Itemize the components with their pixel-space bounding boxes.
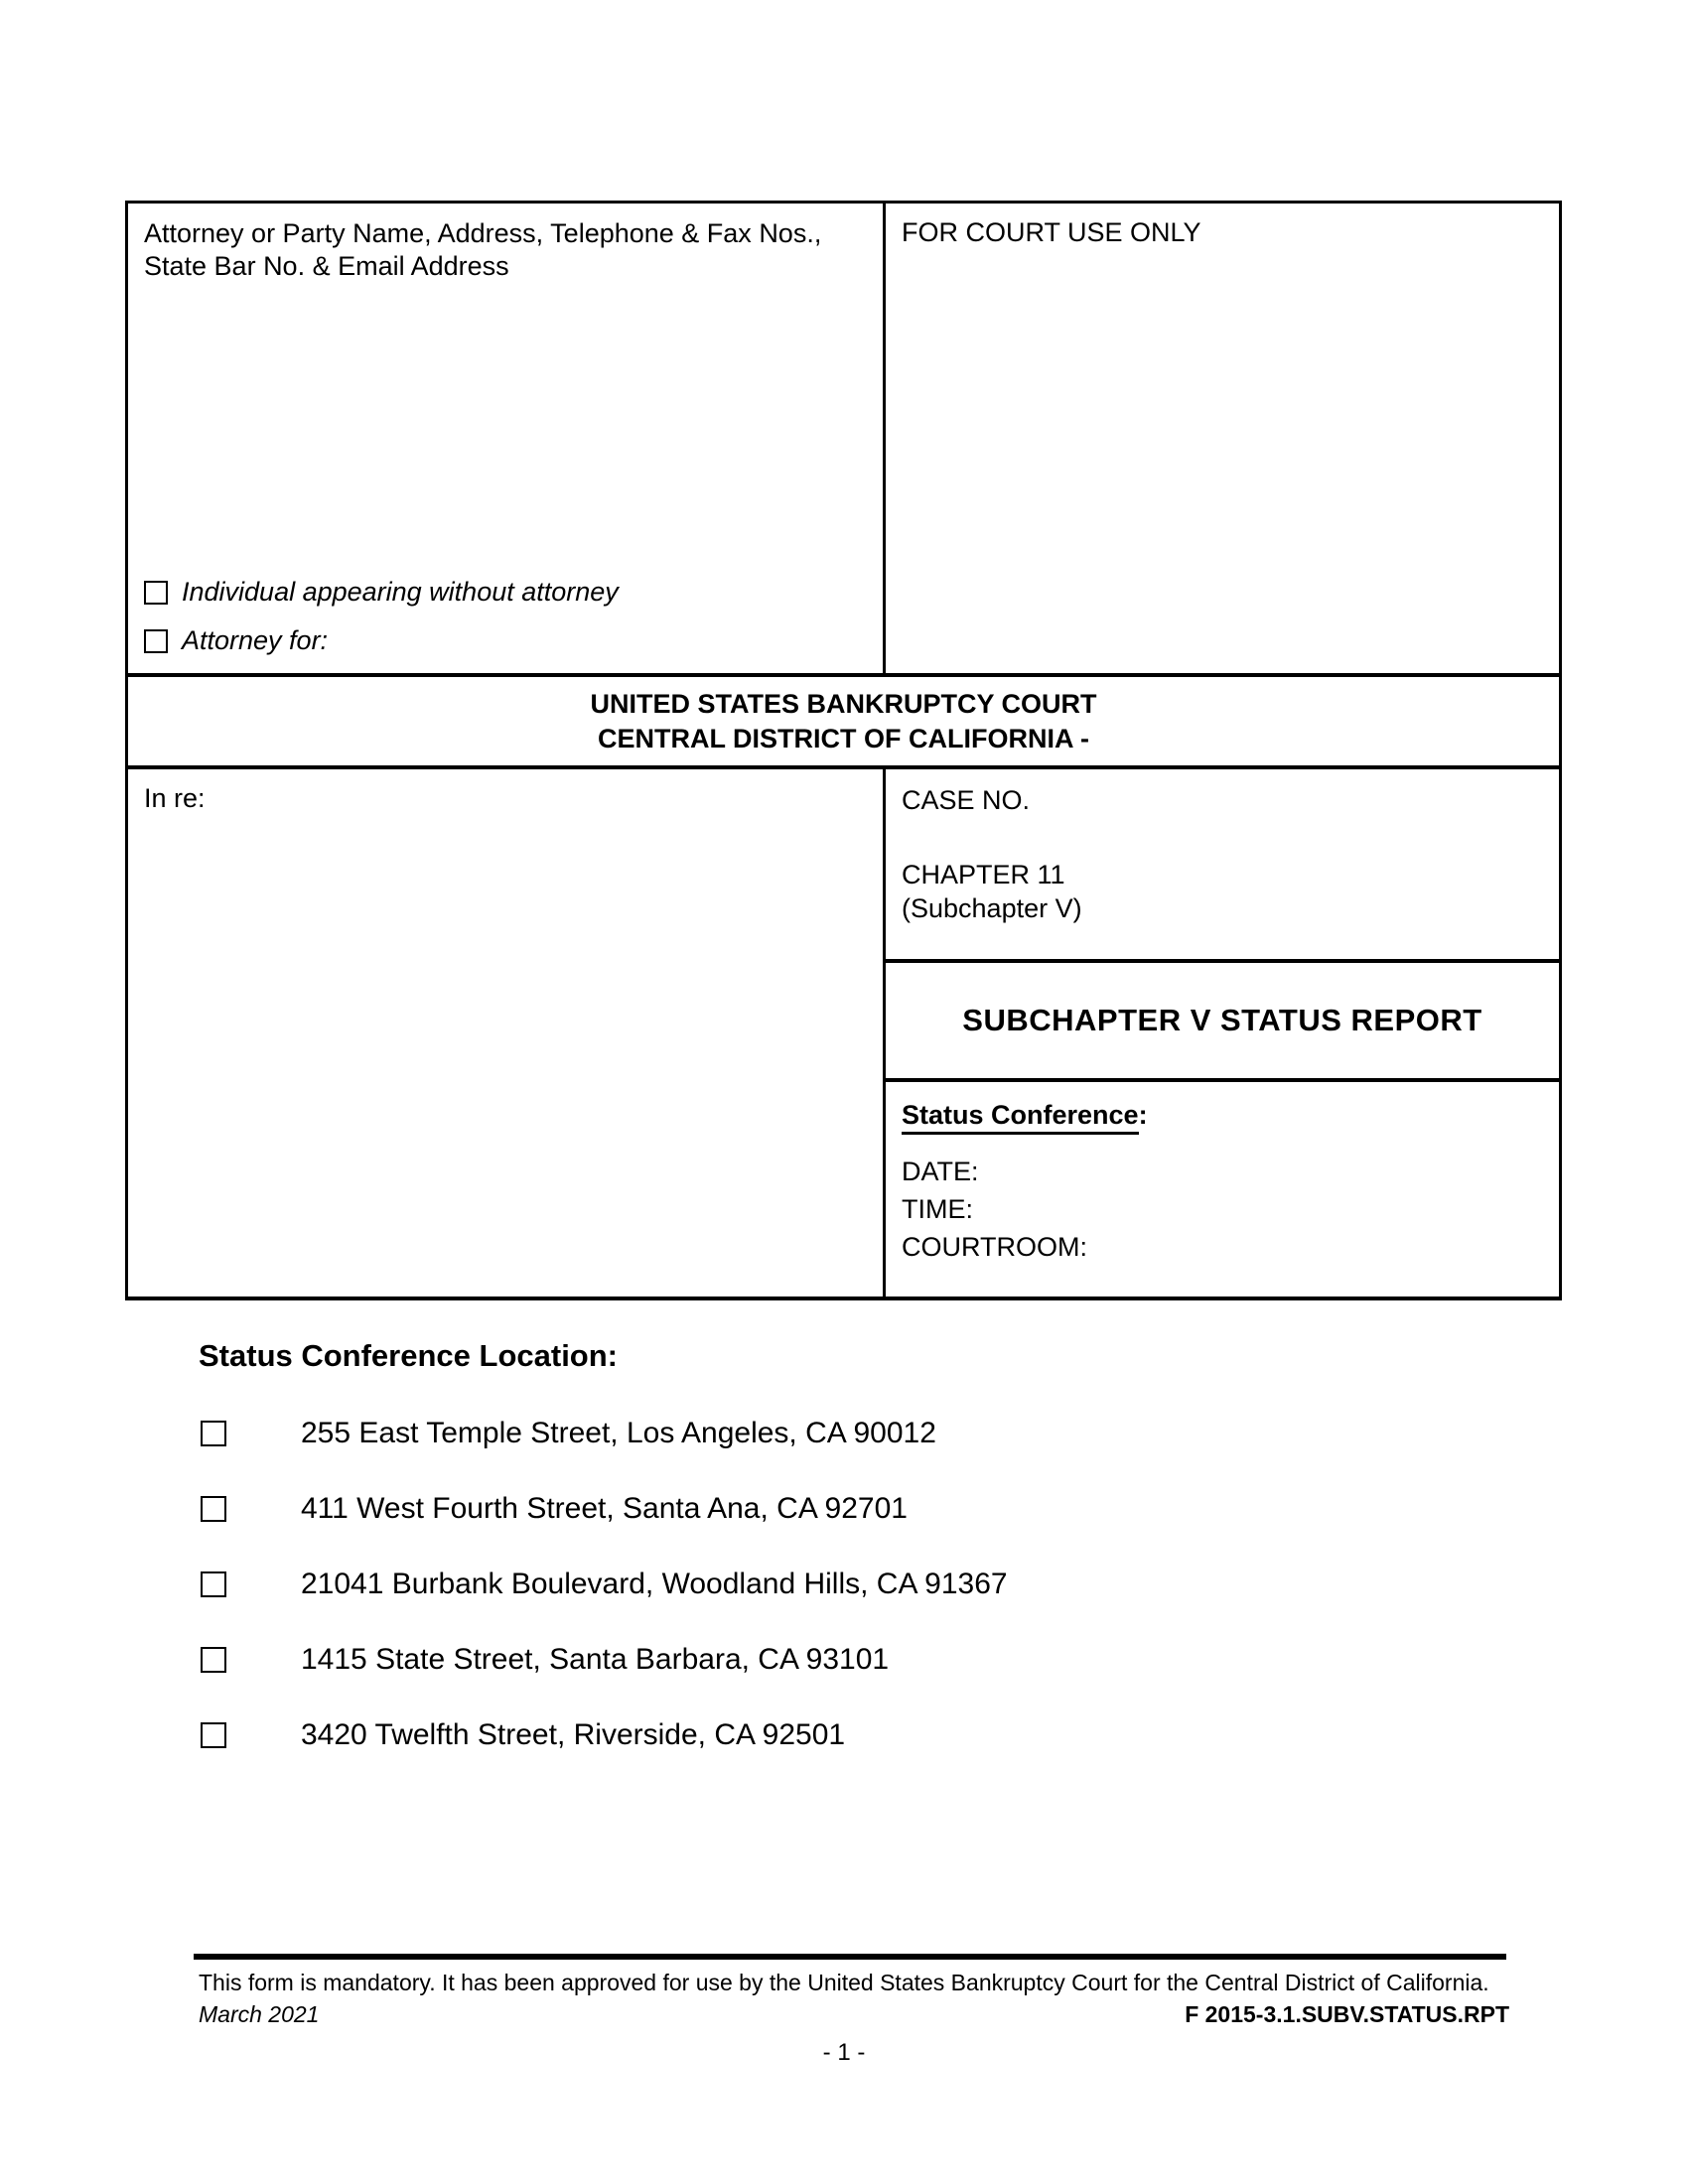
attorney-info-blank-area[interactable] [144,283,867,576]
date-label: DATE: [902,1157,979,1186]
location-checkbox-riverside[interactable] [201,1722,226,1748]
attorney-info-label: Attorney or Party Name, Address, Telephone & Fax Nos., State Bar No. & Email Address [144,218,822,281]
location-label: 21041 Burbank Boulevard, Woodland Hills, CA 91367 [301,1568,1008,1600]
attorney-for-label: Attorney for: [182,625,329,655]
status-conference-colon: : [1138,1100,1148,1130]
location-label: 1415 State Street, Santa Barbara, CA 93101 [301,1643,890,1676]
court-name-row [128,673,1559,769]
footer-form-number: F 2015-3.1.SUBV.STATUS.RPT [1185,2001,1509,2027]
footer-meta-row [199,2001,1509,2028]
location-option-santa-barbara [201,1640,1491,1680]
individual-appearing-checkbox[interactable] [144,581,168,605]
case-no-label: CASE NO. [902,785,1031,815]
caption-row-attorney [128,204,1559,673]
court-name-line1: UNITED STATES BANKRUPTCY COURT [590,688,1097,719]
individual-appearing-label: Individual appearing without attorney [182,577,619,607]
court-use-only-label: FOR COURT USE ONLY [902,217,1201,247]
case-number-cell[interactable] [886,769,1559,959]
individual-appearing-row [144,576,867,609]
in-re-cell[interactable] [128,769,886,1297]
attorney-for-checkbox[interactable] [144,629,168,653]
courtroom-label: COURTROOM: [902,1232,1087,1262]
attorney-info-cell[interactable] [128,204,886,673]
chapter-label: CHAPTER 11 [902,860,1065,889]
location-label: 411 West Fourth Street, Santa Ana, CA 92701 [301,1492,908,1525]
location-label: 3420 Twelfth Street, Riverside, CA 92501 [301,1718,846,1751]
page-number: - 1 - [822,2039,866,2066]
caption-table [125,201,1562,1300]
location-option-santa-ana [201,1489,1491,1529]
attorney-for-row [144,624,867,657]
document-title-cell [886,959,1559,1082]
status-conference-label: Status Conference [902,1100,1139,1135]
location-checkbox-santa-barbara[interactable] [201,1647,226,1673]
footer-divider [194,1954,1506,1960]
case-row [128,769,1559,1297]
status-conference-heading [902,1100,1543,1131]
status-conference-fields [902,1153,1543,1266]
location-label: 255 East Temple Street, Los Angeles, CA 90012 [301,1417,936,1449]
location-checkbox-santa-ana[interactable] [201,1496,226,1522]
court-name-line2: CENTRAL DISTRICT OF CALIFORNIA - [598,723,1089,753]
location-section-heading: Status Conference Location: [199,1338,618,1373]
location-checkbox-los-angeles[interactable] [201,1421,226,1446]
status-conference-cell[interactable] [886,1082,1559,1297]
chapter-block [902,858,1543,925]
footer-revision-date: March 2021 [199,2001,320,2027]
in-re-label: In re: [144,783,206,813]
location-option-los-angeles [201,1414,1491,1453]
location-options-list [201,1414,1491,1791]
time-label: TIME: [902,1194,973,1224]
subchapter-label: (Subchapter V) [902,893,1082,923]
court-use-only-cell [886,204,1559,673]
document-title: SUBCHAPTER V STATUS REPORT [962,1003,1482,1037]
footer-mandatory-text: This form is mandatory. It has been approved for use by the United States Bankruptcy Court for the Central District of California. [199,1970,1489,1995]
location-checkbox-woodland-hills[interactable] [201,1571,226,1597]
location-option-riverside [201,1715,1491,1755]
case-details-column [886,769,1559,1297]
location-option-woodland-hills [201,1565,1491,1604]
